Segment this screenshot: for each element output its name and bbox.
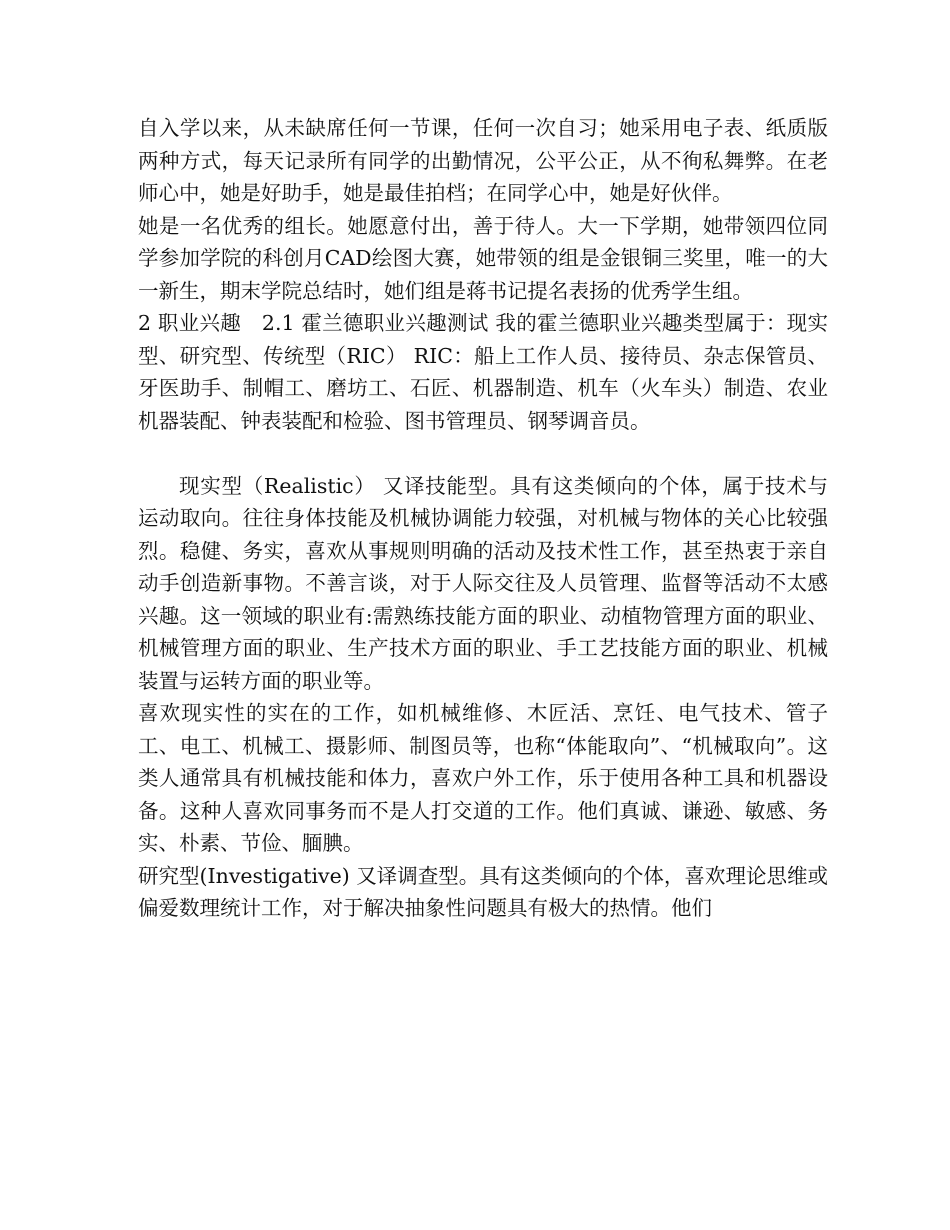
document-body xyxy=(138,112,828,925)
paragraph-attendance: 自入学以来，从未缺席任何一节课，任何一次自习；她采用电子表、纸质版两种方式，每天记录所有同学的出勤情况，公平公正，从不徇私舞弊。在老师心中，她是好助手，她是最佳拍档；在同学心中，她是好伙伴。 xyxy=(138,116,828,205)
paragraph-realistic-type: 现实型（Realistic） 又译技能型。具有这类倾向的个体，属于技术与运动取向。往往身体技能及机械协调能力较强，对机械与物体的关心比较强烈。稳健、务实，喜欢从事规则明确的活动及技术性工作，甚至热衷于亲自动手创造新事物。不善言谈，对于人际交往及人员管理、监督等活动不太感兴趣。这一领域的职业有:需熟练技能方面的职业、动植物管理方面的职业、机械管理方面的职业、生产技术方面的职业、手工艺技能方面的职业、机械装置与运转方面的职业等。 xyxy=(138,473,828,693)
paragraph-investigative-type: 研究型(Investigative) 又译调查型。具有这类倾向的个体，喜欢理论思维或偏爱数理统计工作，对于解决抽象性问题具有极大的热情。他们 xyxy=(138,863,828,920)
paragraph-spacer xyxy=(138,437,828,470)
paragraph-realistic-detail: 喜欢现实性的实在的工作，如机械维修、木匠活、烹饪、电气技术、管子工、电工、机械工、摄影师、制图员等，也称“体能取向”、“机械取向”。这类人通常具有机械技能和体力，喜欢户外工作，乐于使用各种工具和机器设备。这种人喜欢同事务而不是人打交道的工作。他们真诚、谦逊、敏感、务实、朴素、节俭、腼腆。 xyxy=(138,701,828,855)
paragraph-career-interest: 2 职业兴趣 2.1 霍兰德职业兴趣测试 我的霍兰德职业兴趣类型属于：现实型、研究型、传统型（RIC） RIC：船上工作人员、接待员、杂志保管员、牙医助手、制帽工、磨坊工、石匠、机器制造、机车（火车头）制造、农业机器装配、钟表装配和检验、图书管理员、钢琴调音员。 xyxy=(138,311,828,433)
paragraph-group-leader: 她是一名优秀的组长。她愿意付出，善于待人。大一下学期，她带领四位同学参加学院的科创月CAD绘图大赛，她带领的组是金银铜三奖里，唯一的大一新生，期末学院总结时，她们组是蒋书记提名表扬的优秀学生组。 xyxy=(138,213,828,303)
